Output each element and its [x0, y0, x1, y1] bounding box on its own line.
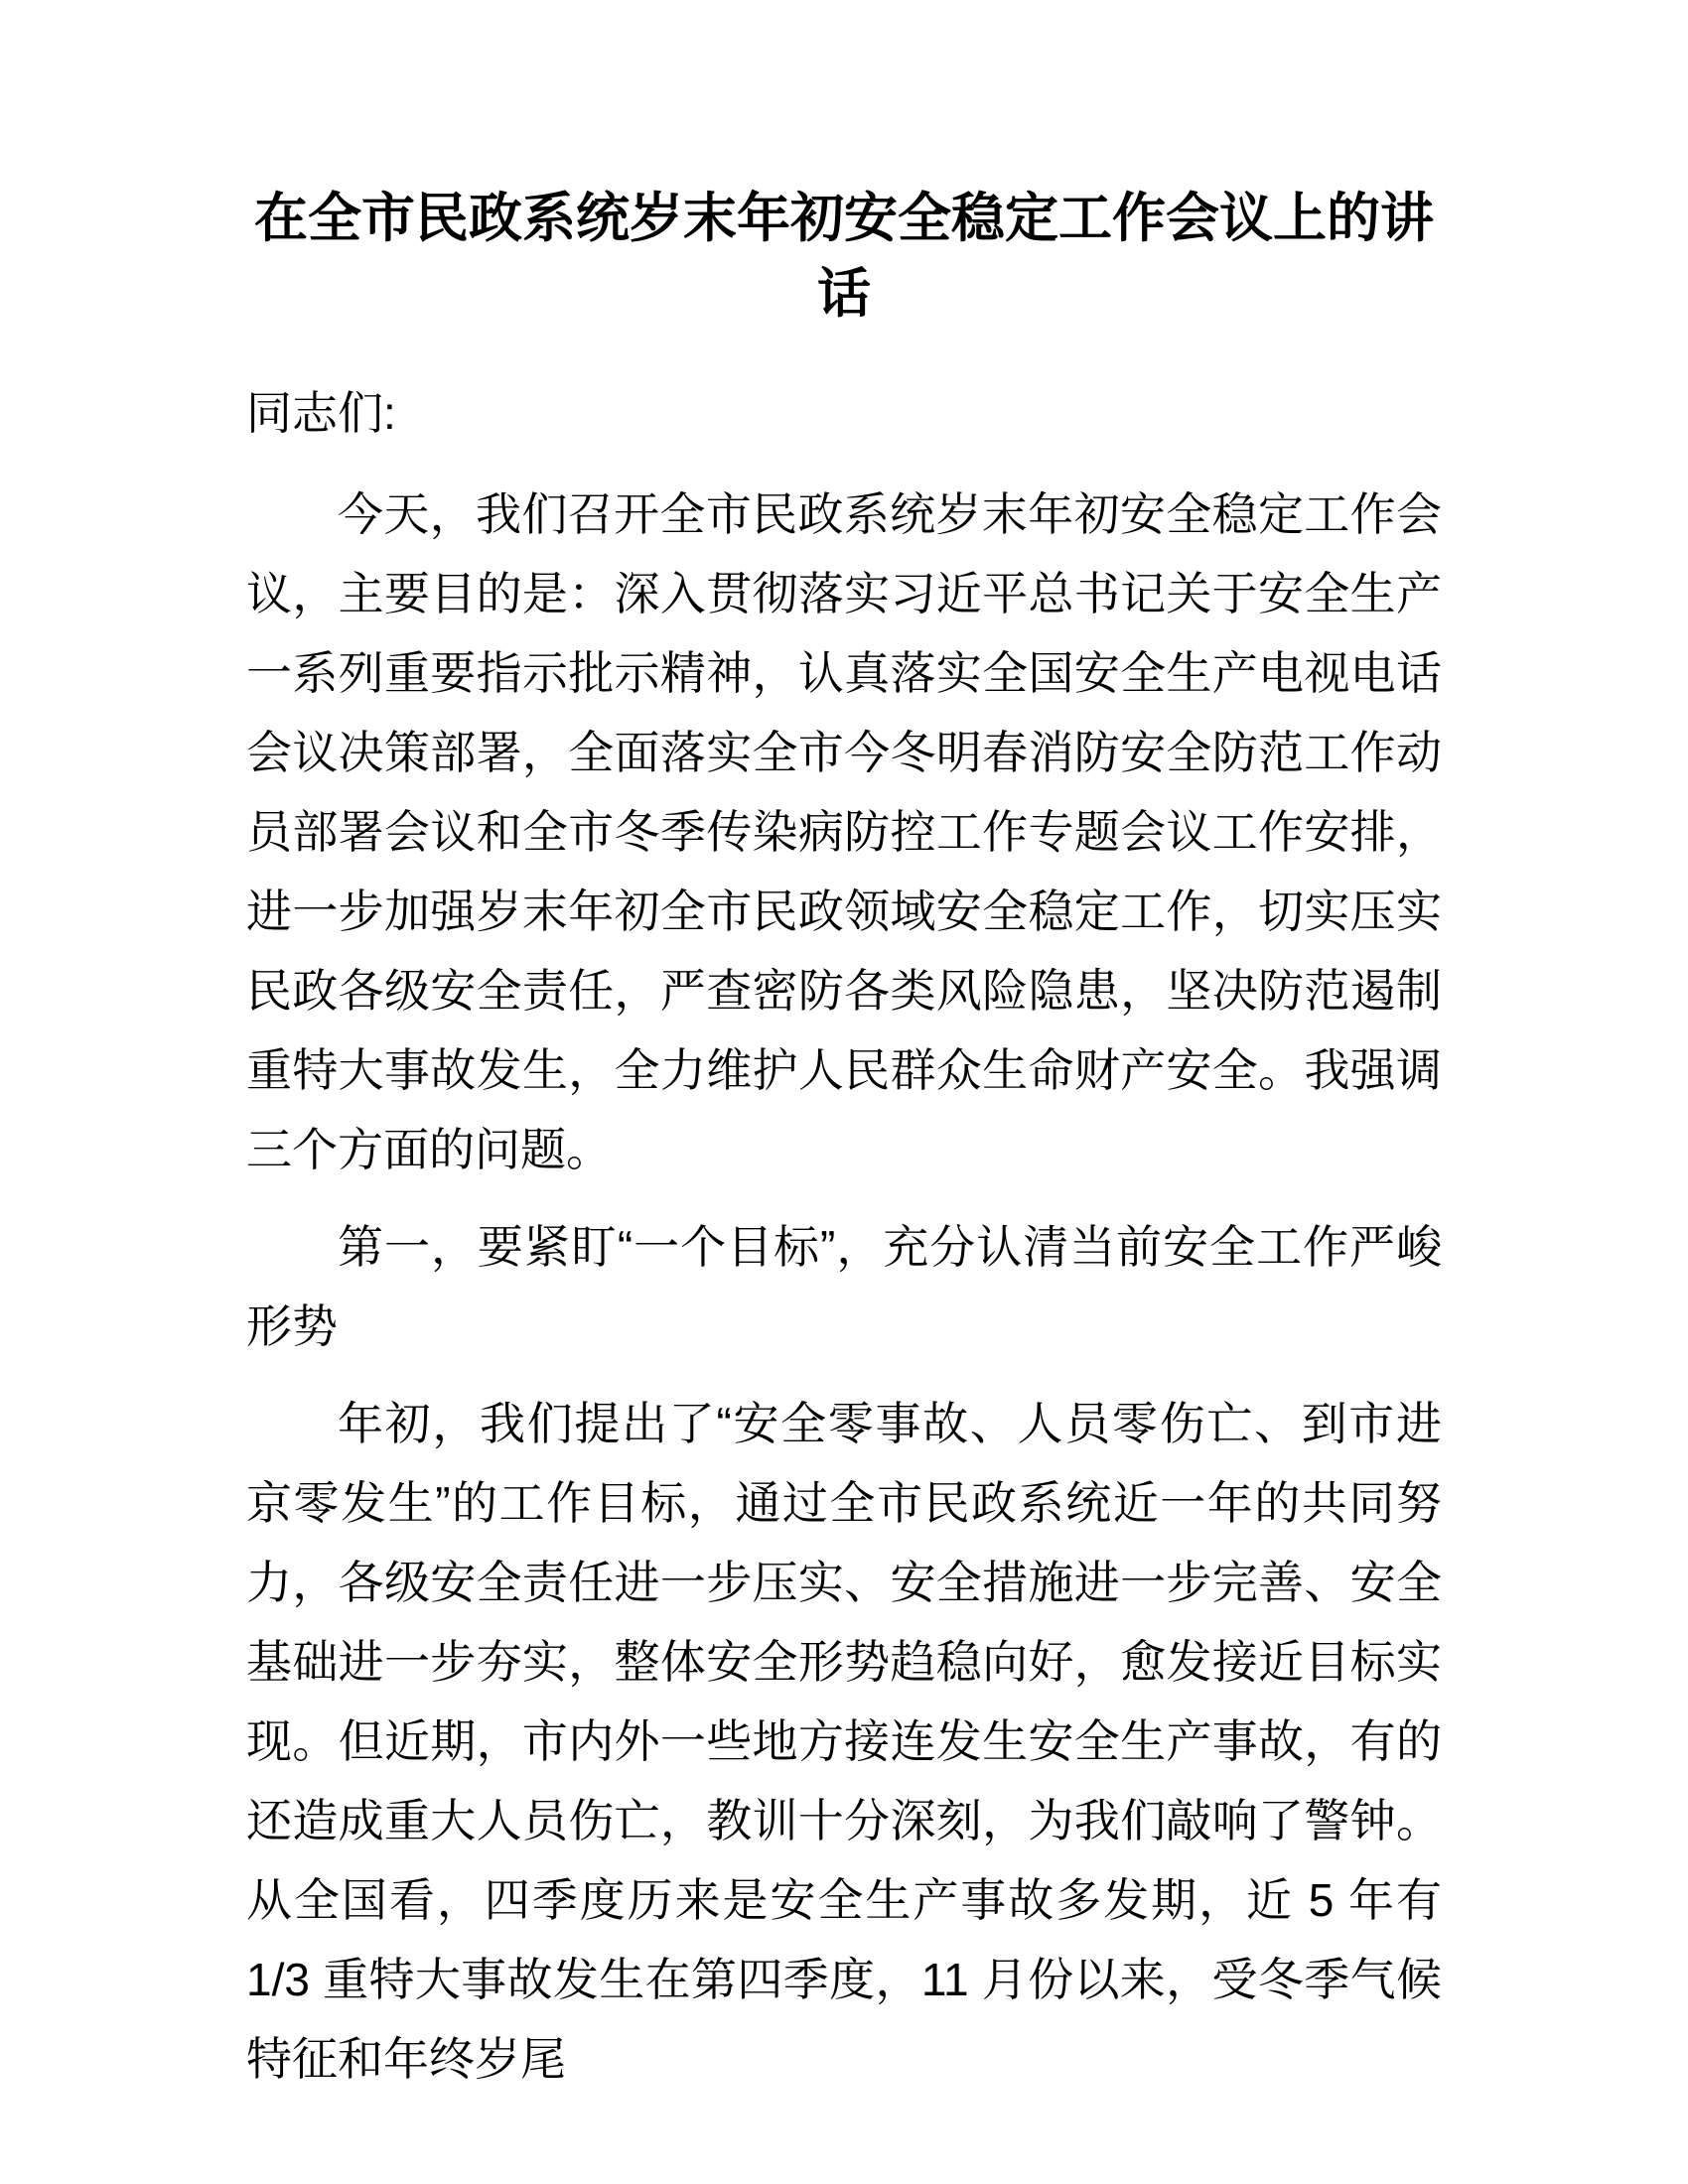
- document-content: [246, 0, 1442, 2099]
- salutation: 同志们:: [246, 387, 396, 439]
- page-title: 在全市民政系统岁末年初安全稳定工作会议上的讲话: [254, 189, 1434, 324]
- section-heading-one: 第一，要紧盯“一个目标”，充分认清当前安全工作严峻形势: [246, 1221, 1442, 1352]
- paragraph-intro: 今天，我们召开全市民政系统岁末年初安全稳定工作会议，主要目的是：深入贯彻落实习近平总书记关于安全生产一系列重要指示批示精神，认真落实全国安全生产电视电话会议决策部署，全面落实全市今冬明春消防安全防范工作动员部署会议和全市冬季传染病防控工作专题会议工作安排，进一步加强岁末年初全市民政领域安全稳定工作，切实压实民政各级安全责任，严查密防各类风险隐患，坚决防范遏制重特大事故发生，全力维护人民群众生命财产安全。我强调三个方面的问题。: [246, 488, 1442, 1175]
- paragraph-section-one-body: 年初，我们提出了“安全零事故、人员零伤亡、到市进京零发生”的工作目标，通过全市民政系统近一年的共同努力，各级安全责任进一步压实、安全措施进一步完善、安全基础进一步夯实，整体安全形势趋稳向好，愈发接近目标实现。但近期，市内外一些地方接连发生安全生产事故，有的还造成重大人员伤亡，教训十分深刻，为我们敲响了警钟。从全国看，四季度历来是安全生产事故多发期，近 5 年有 1/3 重特大事故发生在第四季度，11 月份以来，受冬季气候特征和年终岁尾: [246, 1398, 1442, 2085]
